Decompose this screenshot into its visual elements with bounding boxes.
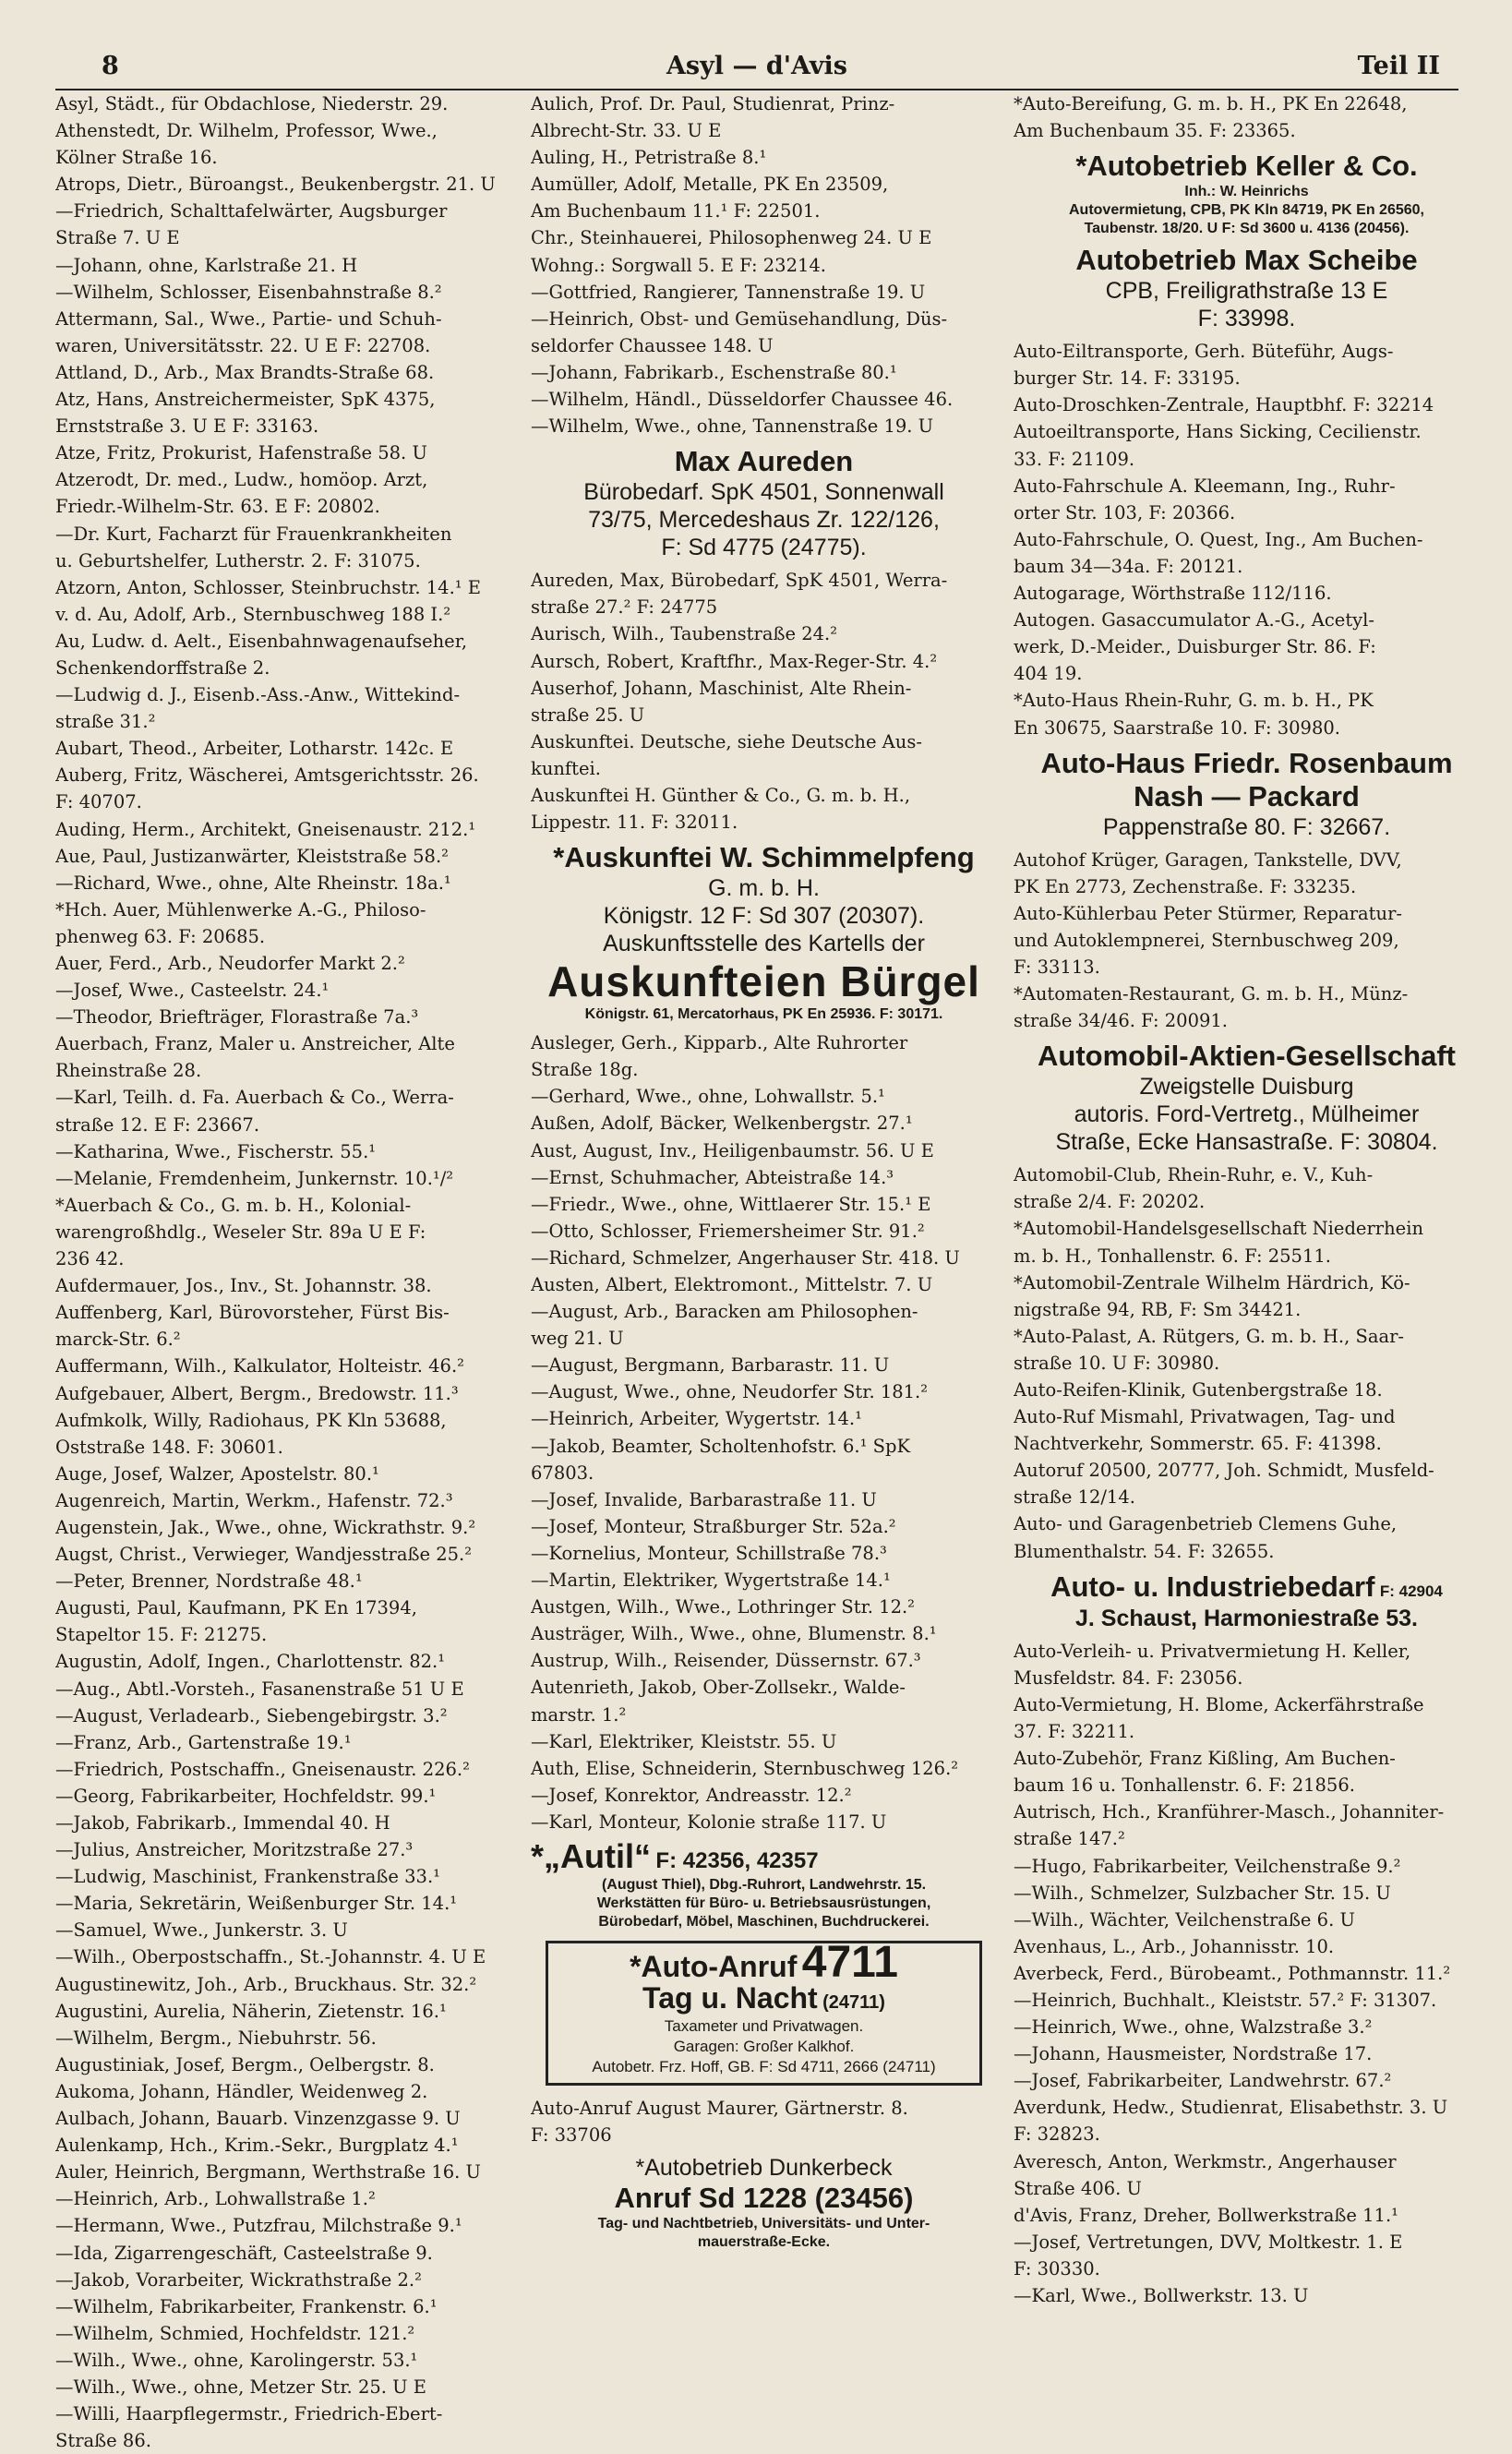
col3-entries-mid2 [1014, 847, 1480, 1035]
directory-entry: Atz, Hans, Anstreichermeister, SpK 4375, [55, 389, 436, 411]
directory-entry: Avenhaus, L., Arb., Johannisstr. 10. [1014, 1935, 1335, 1957]
directory-entry: —Wilhelm, Schmied, Hochfeldstr. 121.² [55, 2322, 415, 2344]
ad-title: *Auto-Anruf [630, 1950, 798, 1984]
directory-entry: Atzerodt, Dr. med., Ludw., homöop. Arzt, [55, 469, 428, 491]
ad-title: *Autobetrieb Dunkerbeck [635, 2155, 893, 2182]
directory-entry: —Georg, Fabrikarbeiter, Hochfeldstr. 99.¹ [55, 1785, 437, 1807]
ad-line: F: 33998. [1197, 306, 1296, 332]
directory-entry: Wohng.: Sorgwall 5. E F: 23214. [531, 254, 826, 276]
directory-entry: Autogen. Gasaccumulator A.-G., Acetyl- [1014, 609, 1375, 632]
directory-entry: —Melanie, Fremdenheim, Junkernstr. 10.¹/² [55, 1167, 454, 1189]
directory-entry: Attland, D., Arb., Max Brandts-Straße 68. [55, 361, 435, 383]
directory-entry: Auding, Herm., Architekt, Gneisenaustr. 212.¹ [55, 818, 476, 840]
directory-entry: nigstraße 94, RB, F: Sm 34421. [1014, 1298, 1302, 1320]
directory-entry: Aulenkamp, Hch., Krim.-Sekr., Burgplatz 4.¹ [55, 2135, 459, 2157]
directory-entry: En 30675, Saarstraße 10. F: 30980. [1014, 716, 1340, 739]
directory-entry: Auto-Kühlerbau Peter Stürmer, Reparatur- [1014, 902, 1402, 924]
directory-entry: Auskunftei H. Günther & Co., G. m. b. H., [531, 784, 911, 806]
directory-entry: Atzorn, Anton, Schlosser, Steinbruchstr. 14.¹ E [55, 576, 482, 598]
directory-entry: Friedr.-Wilhelm-Str. 63. E F: 20802. [55, 496, 380, 518]
directory-entry: marstr. 1.² [531, 1703, 627, 1726]
directory-entry: 236 42. [55, 1248, 125, 1270]
ad-title: Max Aureden [674, 445, 854, 478]
ad-phone: F: 42356, 42357 [655, 1847, 819, 1873]
ad-title: Automobil-Aktien-Gesellschaft [1038, 1040, 1456, 1073]
directory-entry: Aureden, Max, Bürobedarf, SpK 4501, Werra- [531, 570, 948, 592]
ad-title: Auskunfteien Bürgel [547, 957, 980, 1006]
directory-entry: straße 10. U F: 30980. [1014, 1352, 1220, 1374]
directory-entry: Chr., Steinhauerei, Philosophenweg 24. U E [531, 227, 932, 249]
directory-entry: —Hugo, Fabrikarbeiter, Veilchenstraße 9.² [1014, 1855, 1401, 1877]
directory-entry: Atze, Fritz, Prokurist, Hafenstraße 58. U [55, 442, 427, 464]
directory-entry: —Wilhelm, Fabrikarbeiter, Frankenstr. 6.¹ [55, 2295, 438, 2317]
directory-entry: Augustinewitz, Joh., Arb., Bruckhaus. Str. 32.² [55, 1973, 477, 1995]
ad-phone: F: 42904 [1379, 1582, 1443, 1600]
directory-entry: —Wilhelm, Schlosser, Eisenbahnstraße 8.² [55, 281, 442, 303]
ad-title: Auto- u. Industriebedarf [1050, 1570, 1375, 1603]
directory-entry: *Auerbach & Co., G. m. b. H., Kolonial- [55, 1194, 412, 1216]
directory-entry: —Heinrich, Obst- und Gemüsehandlung, Düs- [531, 307, 948, 330]
directory-entry: F: 30330. [1014, 2257, 1100, 2280]
col2-entries-lower [531, 1029, 997, 1835]
directory-entry: Ernststraße 3. U E F: 33163. [55, 415, 319, 438]
ad-title: Auto-Haus Friedr. Rosenbaum [1040, 746, 1453, 779]
directory-entry: Nachtverkehr, Sommerstr. 65. F: 41398. [1014, 1433, 1382, 1455]
directory-entry: warengroßhdlg., Weseler Str. 89a U E F: [55, 1221, 426, 1243]
directory-entry: weg 21. U [531, 1328, 624, 1350]
directory-entry: Augst, Christ., Verwieger, Wandjesstraße 25.² [55, 1544, 473, 1566]
directory-entry: —Wilh., Wwe., ohne, Karolingerstr. 53.¹ [55, 2349, 418, 2371]
column-2 [531, 90, 997, 2257]
directory-entry: seldorfer Chaussee 148. U [531, 334, 774, 356]
directory-entry: burger Str. 14. F: 33195. [1014, 367, 1241, 390]
directory-entry: Athenstedt, Dr. Wilhelm, Professor, Wwe., [55, 120, 438, 142]
directory-entry: Oststraße 148. F: 30601. [55, 1436, 283, 1458]
directory-entry: Austrup, Wilh., Reisender, Düssernstr. 67.³ [531, 1650, 921, 1672]
directory-entry: Auto-Anruf August Maurer, Gärtnerstr. 8. [531, 2098, 908, 2120]
directory-entry: Augenreich, Martin, Werkm., Hafenstr. 72.³ [55, 1489, 453, 1511]
directory-entry: Straße 7. U E [55, 227, 180, 249]
ad-title: *„Autil“ [531, 1836, 651, 1875]
ad-line: Straße, Ecke Hansastraße. F: 30804. [1055, 1129, 1438, 1156]
col3-entries-top [1014, 90, 1480, 144]
directory-entry: —Jakob, Vorarbeiter, Wickrathstraße 2.² [55, 2268, 422, 2291]
directory-entry: F: 33113. [1014, 956, 1100, 978]
directory-entry: —Richard, Wwe., ohne, Alte Rheinstr. 18a.¹ [55, 872, 451, 894]
directory-entry: *Automobil-Zentrale Wilhelm Härdrich, Kö- [1014, 1271, 1410, 1293]
directory-entry: —Gottfried, Rangierer, Tannenstraße 19. U [531, 281, 926, 303]
directory-entry: —Ida, Zigarrengeschäft, Casteelstraße 9. [55, 2242, 433, 2264]
col3-entries-mid [1014, 338, 1480, 740]
directory-entry: Au, Ludw. d. Aelt., Eisenbahnwagenaufseher, [55, 630, 468, 652]
directory-entry: —Maria, Sekretärin, Weißenburger Str. 14.¹ [55, 1893, 458, 1915]
directory-entry: Aurisch, Wilh., Taubenstraße 24.² [531, 623, 838, 645]
directory-entry: —Franz, Arb., Gartenstraße 19.¹ [55, 1731, 352, 1753]
directory-entry: Augustiniak, Josef, Bergm., Oelbergstr. 8. [55, 2053, 435, 2075]
directory-entry: straße 2/4. F: 20202. [1014, 1191, 1206, 1213]
directory-entry: Auserhof, Johann, Maschinist, Alte Rhein- [531, 677, 912, 699]
ad-line: Königstr. 61, Mercatorhaus, PK En 25936. F: 30171. [584, 1006, 943, 1023]
directory-entry: Aufmkolk, Willy, Radiohaus, PK Kln 53688, [55, 1409, 447, 1431]
ad-rosenbaum [1014, 747, 1480, 841]
directory-entry: —Johann, Hausmeister, Nordstraße 17. [1014, 2043, 1373, 2065]
directory-entry: —Josef, Konrektor, Andreasstr. 12.² [531, 1784, 852, 1806]
directory-entry: Lippestr. 11. F: 32011. [531, 812, 738, 834]
directory-entry: —Ernst, Schuhmacher, Abteistraße 14.³ [531, 1166, 894, 1188]
directory-entry: d'Avis, Franz, Dreher, Bollwerkstraße 11.¹ [1014, 2204, 1398, 2226]
directory-entry: straße 12. E F: 23667. [55, 1113, 260, 1136]
directory-entry: Auge, Josef, Walzer, Apostelstr. 80.¹ [55, 1462, 379, 1485]
directory-entry: Aumüller, Adolf, Metalle, PK En 23509, [531, 174, 889, 196]
directory-entry: *Automobil-Handelsgesellschaft Niederrhein [1014, 1218, 1424, 1240]
directory-entry: *Automaten-Restaurant, G. m. b. H., Münz- [1014, 983, 1409, 1005]
directory-entry: Autoruf 20500, 20777, Joh. Schmidt, Musfeld- [1014, 1460, 1434, 1482]
directory-entry: —Katharina, Wwe., Fischerstr. 55.¹ [55, 1140, 377, 1162]
directory-entry: Augustin, Adolf, Ingen., Charlottenstr. 82.¹ [55, 1651, 446, 1673]
directory-entry: —August, Wwe., ohne, Neudorfer Str. 181.² [531, 1381, 929, 1403]
directory-entry: F: 33706 [531, 2124, 612, 2147]
directory-entry: Atrops, Dietr., Büroangst., Beukenbergstr. 21. U [55, 174, 496, 196]
directory-entry: Auskunftei. Deutsche, siehe Deutsche Aus- [531, 730, 922, 752]
directory-entry: —Johann, ohne, Karlstraße 21. H [55, 254, 358, 276]
ad-line: Inh.: W. Heinrichs [1184, 184, 1309, 200]
directory-entry: —Heinrich, Arb., Lohwallstraße 1.² [55, 2188, 376, 2210]
directory-entry: —Ludwig, Maschinist, Frankenstraße 33.¹ [55, 1866, 440, 1888]
directory-entry: —Peter, Brenner, Nordstraße 48.¹ [55, 1570, 363, 1593]
directory-entry: Auth, Elise, Schneiderin, Sternbuschweg 126.² [531, 1757, 959, 1779]
ad-industrie [1014, 1570, 1480, 1632]
directory-entry: Autogarage, Wörthstraße 112/116. [1014, 583, 1332, 605]
directory-entry: —Samuel, Wwe., Junkerstr. 3. U [55, 1919, 348, 1942]
directory-entry: Augustini, Aurelia, Näherin, Zietenstr. 16.¹ [55, 2000, 447, 2022]
directory-entry: —Heinrich, Arbeiter, Wygertstr. 14.¹ [531, 1408, 862, 1430]
directory-entry: —Gerhard, Wwe., ohne, Lohwallstr. 5.¹ [531, 1086, 885, 1108]
ad-autil [531, 1836, 997, 1931]
directory-entry: 37. F: 32211. [1014, 1721, 1135, 1743]
ad-line: (August Thiel), Dbg.-Ruhrort, Landwehrstr. 15. [601, 1877, 927, 1894]
column-1 [55, 90, 522, 2454]
directory-entry: —Wilhelm, Händl., Düsseldorfer Chaussee 46. [531, 389, 954, 411]
directory-entry: —Kornelius, Monteur, Schillstraße 78.³ [531, 1542, 887, 1564]
directory-entry: Auto-Fahrschule A. Kleemann, Ing., Ruhr- [1014, 475, 1396, 497]
page-header [55, 52, 1458, 90]
ad-line: Auskunftsstelle des Kartells der [603, 931, 925, 957]
ad-title: *Autobetrieb Keller & Co. [1075, 150, 1418, 183]
ad-line: Autobetr. Frz. Hoff, GB. F: Sd 4711, 2666 (24711) [592, 2058, 936, 2076]
directory-entry: Asyl, Städt., für Obdachlose, Niederstr. 29. [55, 93, 449, 114]
directory-entry: Auffenberg, Karl, Bürovorsteher, Fürst Bis- [55, 1302, 450, 1324]
directory-entry: Musfeldstr. 84. F: 23056. [1014, 1666, 1243, 1689]
directory-entry: —August, Arb., Baracken am Philosophen- [531, 1301, 918, 1323]
directory-entry: Kölner Straße 16. [55, 147, 218, 169]
directory-entry: Augenstein, Jak., Wwe., ohne, Wickrathstr. 9.² [55, 1516, 476, 1538]
ad-line: Autovermietung, CPB, PK Kln 84719, PK En 26560, [1068, 202, 1424, 219]
directory-entry: —Hermann, Wwe., Putzfrau, Milchstraße 9.¹ [55, 2215, 462, 2237]
directory-entry: Autrisch, Hch., Kranführer-Masch., Johanniter- [1014, 1801, 1445, 1823]
directory-entry: —Friedr., Wwe., ohne, Wittlaerer Str. 15.¹ E [531, 1193, 931, 1215]
page-number: 8 [102, 52, 119, 80]
col2-entries-top [531, 90, 997, 439]
directory-entry: Austgen, Wilh., Wwe., Lothringer Str. 12.² [531, 1596, 916, 1618]
directory-entry: —Karl, Elektriker, Kleiststr. 55. U [531, 1730, 837, 1752]
directory-entry: Aulich, Prof. Dr. Paul, Studienrat, Prinz- [531, 93, 895, 114]
directory-entry: —Josef, Vertretungen, DVV, Moltkestr. 1. E [1014, 2231, 1403, 2253]
ad-dunkerbeck [531, 2154, 997, 2252]
column-3 [1014, 90, 1480, 2309]
directory-entry: baum 16 u. Tonhallenstr. 6. F: 21856. [1014, 1774, 1355, 1797]
directory-entry: *Hch. Auer, Mühlenwerke A.-G., Philoso- [55, 898, 426, 920]
directory-entry: straße 34/46. F: 20091. [1014, 1010, 1228, 1032]
directory-entry: Auto-Vermietung, H. Blome, Ackerfährstraße [1014, 1693, 1424, 1715]
directory-entry: Schenkendorffstraße 2. [55, 656, 270, 679]
directory-entry: —Josef, Invalide, Barbarastraße 11. U [531, 1488, 877, 1510]
directory-entry: Auto-Verleih- u. Privatvermietung H. Keller, [1014, 1640, 1411, 1662]
ad-title: Autobetrieb Max Scheibe [1075, 244, 1418, 277]
ad-schimmelpfeng [531, 841, 997, 1024]
col2-entries-mid [531, 567, 997, 836]
directory-entry: Stapeltor 15. F: 21275. [55, 1624, 268, 1646]
directory-entry: —Heinrich, Buchhalt., Kleiststr. 57.² F: 31307. [1014, 1989, 1437, 2011]
ad-line: Taubenstr. 18/20. U F: Sd 3600 u. 4136 (20456). [1084, 221, 1410, 237]
ad-line: Zweigstelle Duisburg [1139, 1074, 1354, 1101]
directory-entry: —Wilhelm, Bergm., Niebuhrstr. 56. [55, 2027, 377, 2049]
ad-line: Bürobedarf, Möbel, Maschinen, Buchdruckerei. [598, 1914, 930, 1931]
directory-entry: straße 31.² [55, 711, 156, 733]
directory-entry: —Willi, Haarpflegermstr., Friedrich-Ebert- [55, 2403, 443, 2425]
directory-entry: —Aug., Abtl.-Vorsteh., Fasanenstraße 51 U E [55, 1678, 464, 1700]
directory-entry: —August, Verladearb., Siebengebirgstr. 3.² [55, 1704, 448, 1726]
directory-entry: Augusti, Paul, Kaufmann, PK En 17394, [55, 1597, 417, 1619]
directory-entry: Averdunk, Hedw., Studienrat, Elisabethstr. 3. U [1014, 2097, 1448, 2119]
ad-line: mauerstraße-Ecke. [697, 2234, 831, 2251]
directory-entry: *Auto-Bereifung, G. m. b. H., PK En 22648, [1014, 93, 1408, 114]
directory-entry: —Jakob, Fabrikarb., Immendal 40. H [55, 1812, 390, 1834]
directory-entry: Averbeck, Ferd., Bürobeamt., Pothmannstr. 11.² [1014, 1962, 1451, 1984]
ad-aureden [531, 445, 997, 561]
directory-entry: Attermann, Sal., Wwe., Partie- und Schuh- [55, 307, 442, 330]
directory-entry: Aust, August, Inv., Heiligenbaumstr. 56. U E [531, 1139, 934, 1161]
directory-entry: Ausleger, Gerh., Kipparb., Alte Ruhrorter [531, 1032, 908, 1054]
ad-line: J. Schaust, Harmoniestraße 53. [1075, 1605, 1418, 1631]
directory-entry: werk, D.-Meider., Duisburger Str. 86. F: [1014, 636, 1376, 658]
directory-entry: —Karl, Monteur, Kolonie straße 117. U [531, 1810, 887, 1833]
directory-entry: —Josef, Fabrikarbeiter, Landwehrstr. 67.² [1014, 2070, 1392, 2092]
ad-line: autoris. Ford-Vertretg., Mülheimer [1074, 1101, 1420, 1128]
directory-entry: straße 25. U [531, 704, 645, 726]
directory-entry: Auto-Zubehör, Franz Kißling, Am Buchen- [1014, 1748, 1396, 1770]
directory-entry: Auerbach, Franz, Maler u. Anstreicher, Alte [55, 1033, 455, 1055]
ad-line: F: Sd 4775 (24775). [661, 535, 867, 561]
directory-entry: v. d. Au, Adolf, Arb., Sternbuschweg 188 I.² [55, 603, 451, 625]
directory-entry: Auffermann, Wilh., Kalkulator, Holteistr. 46.² [55, 1355, 464, 1377]
ad-line: G. m. b. H. [708, 875, 820, 902]
ad-line: Werkstätten für Büro- u. Betriebsausrüstungen, [596, 1895, 931, 1912]
directory-entry: Auler, Heinrich, Bergmann, Werthstraße 16. U [55, 2161, 481, 2183]
directory-entry: —Jakob, Beamter, Scholtenhofstr. 6.¹ SpK [531, 1435, 911, 1457]
directory-entry: Austen, Albert, Elektromont., Mittelstr. 7. U [531, 1274, 933, 1295]
ad-title: Anruf Sd 1228 (23456) [614, 2182, 914, 2215]
directory-entry: Auberg, Fritz, Wäscherei, Amtsgerichtsstr. 26. [55, 764, 479, 787]
directory-entry: Aukoma, Johann, Händler, Weidenweg 2. [55, 2080, 428, 2102]
directory-entry: Straße 406. U [1014, 2177, 1142, 2199]
directory-entry: —August, Bergmann, Barbarastr. 11. U [531, 1354, 890, 1377]
directory-entry: —Josef, Wwe., Casteelstr. 24.¹ [55, 980, 330, 1002]
directory-entry: Auto- und Garagenbetrieb Clemens Guhe, [1014, 1513, 1398, 1535]
directory-entry: Aue, Paul, Justizanwärter, Kleiststraße 58.² [55, 845, 449, 867]
col2-entries-end [531, 2095, 997, 2148]
directory-entry: phenweg 63. F: 20685. [55, 925, 266, 947]
directory-entry: Automobil-Club, Rhein-Ruhr, e. V., Kuh- [1014, 1164, 1374, 1186]
directory-entry: 404 19. [1014, 663, 1083, 685]
directory-entry: Auto-Eiltransporte, Gerh. Büteführ, Augs- [1014, 341, 1394, 363]
directory-entry: —Theodor, Briefträger, Florastraße 7a.³ [55, 1006, 419, 1029]
directory-entry: 67803. [531, 1462, 594, 1484]
directory-entry: straße 12/14. [1014, 1486, 1135, 1509]
directory-entry: —Wilh., Oberpostschaffn., St.-Johannstr. 4. U E [55, 1946, 486, 1968]
directory-entry: Straße 86. [55, 2430, 151, 2452]
directory-entry: Blumenthalstr. 54. F: 32655. [1014, 1540, 1275, 1562]
directory-entry: straße 27.² F: 24775 [531, 596, 718, 619]
col3-entries-end [1014, 1638, 1480, 2309]
directory-entry: *Auto-Haus Rhein-Ruhr, G. m. b. H., PK [1014, 690, 1374, 712]
directory-entry: baum 34—34a. F: 20121. [1014, 555, 1243, 577]
directory-entry: Auto-Ruf Mismahl, Privatwagen, Tag- und [1014, 1406, 1396, 1428]
ad-number: (24711) [822, 1992, 885, 2014]
directory-entry: —Heinrich, Wwe., ohne, Walzstraße 3.² [1014, 2016, 1373, 2039]
directory-entry: Auto-Droschken-Zentrale, Hauptbhf. F: 32214 [1014, 394, 1434, 416]
directory-entry: Straße 18g. [531, 1059, 639, 1081]
ad-title: Tag u. Nacht [642, 1981, 818, 2015]
directory-entry: —Wilh., Wächter, Veilchenstraße 6. U [1014, 1908, 1355, 1931]
directory-entry: Aulbach, Johann, Bauarb. Vinzenzgasse 9. U [55, 2108, 461, 2130]
directory-entry: —Wilh., Schmelzer, Sulzbacher Str. 15. U [1014, 1882, 1391, 1904]
ad-title: *Auskunftei W. Schimmelpfeng [553, 841, 975, 874]
directory-entry: Rheinstraße 28. [55, 1060, 202, 1082]
directory-entry: Aubart, Theod., Arbeiter, Lotharstr. 142c. E [55, 738, 454, 760]
col3-entries-mid3 [1014, 1161, 1480, 1564]
directory-entry: —Richard, Schmelzer, Angerhauser Str. 418. U [531, 1246, 960, 1269]
directory-entry: orter Str. 103, F: 20366. [1014, 501, 1236, 523]
directory-entry: Aufdermauer, Jos., Inv., St. Johannstr. 38. [55, 1275, 432, 1297]
running-title: Asyl — d'Avis [666, 52, 848, 80]
directory-entry: Am Buchenbaum 35. F: 23365. [1014, 120, 1296, 142]
directory-entry: marck-Str. 6.² [55, 1329, 181, 1351]
ad-keller [1014, 150, 1480, 238]
directory-entry: straße 147.² [1014, 1828, 1125, 1850]
ad-line: Tag- und Nachtbetrieb, Universitäts- und Unter- [597, 2216, 930, 2232]
directory-entry: —Josef, Monteur, Straßburger Str. 52a.² [531, 1515, 896, 1537]
directory-entry: Auling, H., Petristraße 8.¹ [531, 147, 767, 169]
directory-entry: Autoeiltransporte, Hans Sicking, Cecilienstr. [1014, 421, 1422, 443]
directory-entry: Averesch, Anton, Werkmstr., Angerhauser [1014, 2150, 1397, 2172]
directory-entry: Auer, Ferd., Arb., Neudorfer Markt 2.² [55, 953, 405, 974]
directory-entry: u. Geburtshelfer, Lutherstr. 2. F: 31075. [55, 549, 421, 571]
directory-entry: Aursch, Robert, Kraftfhr., Max-Reger-Str. 4.² [531, 650, 938, 672]
directory-entry: —Martin, Elektriker, Wygertstraße 14.¹ [531, 1570, 891, 1592]
ad-automobil [1014, 1040, 1480, 1156]
directory-entry: und Autoklempnerei, Sternbuschweg 209, [1014, 929, 1399, 951]
directory-entry: F: 32823. [1014, 2123, 1100, 2146]
directory-entry: waren, Universitätsstr. 22. U E F: 22708. [55, 334, 431, 356]
directory-entry: Auto-Fahrschule, O. Quest, Ing., Am Buchen- [1014, 528, 1423, 550]
ad-line: Garagen: Großer Kalkhof. [673, 2038, 855, 2056]
ad-title: Nash — Packard [1134, 779, 1360, 812]
directory-entry: Auto-Reifen-Klinik, Gutenbergstraße 18. [1014, 1379, 1383, 1401]
ad-line: Bürobedarf. SpK 4501, Sonnenwall [583, 479, 944, 506]
directory-entry: Außen, Adolf, Bäcker, Welkenbergstr. 27.¹ [531, 1113, 913, 1135]
directory-entry: Aufgebauer, Albert, Bergm., Bredowstr. 11.³ [55, 1382, 459, 1404]
ad-number: 4711 [801, 1938, 898, 1988]
directory-entry: —Otto, Schlosser, Friemersheimer Str. 91.² [531, 1220, 925, 1242]
part-label: Teil II [1357, 52, 1440, 80]
directory-entry: kunftei. [531, 757, 601, 779]
directory-entry: —Wilh., Wwe., ohne, Metzer Str. 25. U E [55, 2376, 427, 2398]
ad-line: 73/75, Mercedeshaus Zr. 122/126, [588, 507, 940, 534]
directory-entry: Autohof Krüger, Garagen, Tankstelle, DVV, [1014, 848, 1402, 871]
directory-entry: m. b. H., Tonhallenstr. 6. F: 25511. [1014, 1245, 1331, 1267]
ad-auto-anruf [546, 1938, 982, 2086]
ad-line: Königstr. 12 F: Sd 307 (20307). [603, 903, 925, 930]
directory-entry: *Auto-Palast, A. Rütgers, G. m. b. H., Saar- [1014, 1325, 1405, 1347]
directory-entry: —Wilhelm, Wwe., ohne, Tannenstraße 19. U [531, 415, 934, 438]
directory-entry: —Friedrich, Schalttafelwärter, Augsburger [55, 200, 448, 223]
ad-line: Pappenstraße 80. F: 32667. [1102, 813, 1391, 840]
directory-entry: —Johann, Fabrikarb., Eschenstraße 80.¹ [531, 361, 897, 383]
directory-entry: —Karl, Teilh. d. Fa. Auerbach & Co., Werra- [55, 1087, 454, 1109]
directory-entry: —Friedrich, Postschaffn., Gneisenaustr. 226.² [55, 1758, 470, 1780]
directory-entry: Autenrieth, Jakob, Ober-Zollsekr., Walde- [531, 1677, 906, 1699]
directory-entry: —Ludwig d. J., Eisenb.-Ass.-Anw., Wittekind- [55, 684, 461, 706]
directory-entry: PK En 2773, Zechenstraße. F: 33235. [1014, 875, 1357, 897]
ad-line: CPB, Freiligrathstraße 13 E [1105, 278, 1388, 305]
directory-entry: —Julius, Anstreicher, Moritzstraße 27.³ [55, 1839, 414, 1861]
directory-entry: F: 40707. [55, 791, 142, 813]
ad-line: Taxameter und Privatwagen. [664, 2017, 864, 2036]
directory-entry: Am Buchenbaum 11.¹ F: 22501. [531, 200, 821, 223]
ad-scheibe [1014, 244, 1480, 332]
directory-entry: —Karl, Wwe., Bollwerkstr. 13. U [1014, 2285, 1309, 2306]
directory-entry: 33. F: 21109. [1014, 448, 1135, 470]
directory-entry: Albrecht-Str. 33. U E [531, 120, 722, 142]
directory-entry: Austräger, Wilh., Wwe., ohne, Blumenstr. 8.¹ [531, 1623, 937, 1645]
directory-entry: —Dr. Kurt, Facharzt für Frauenkrankheiten [55, 523, 452, 545]
